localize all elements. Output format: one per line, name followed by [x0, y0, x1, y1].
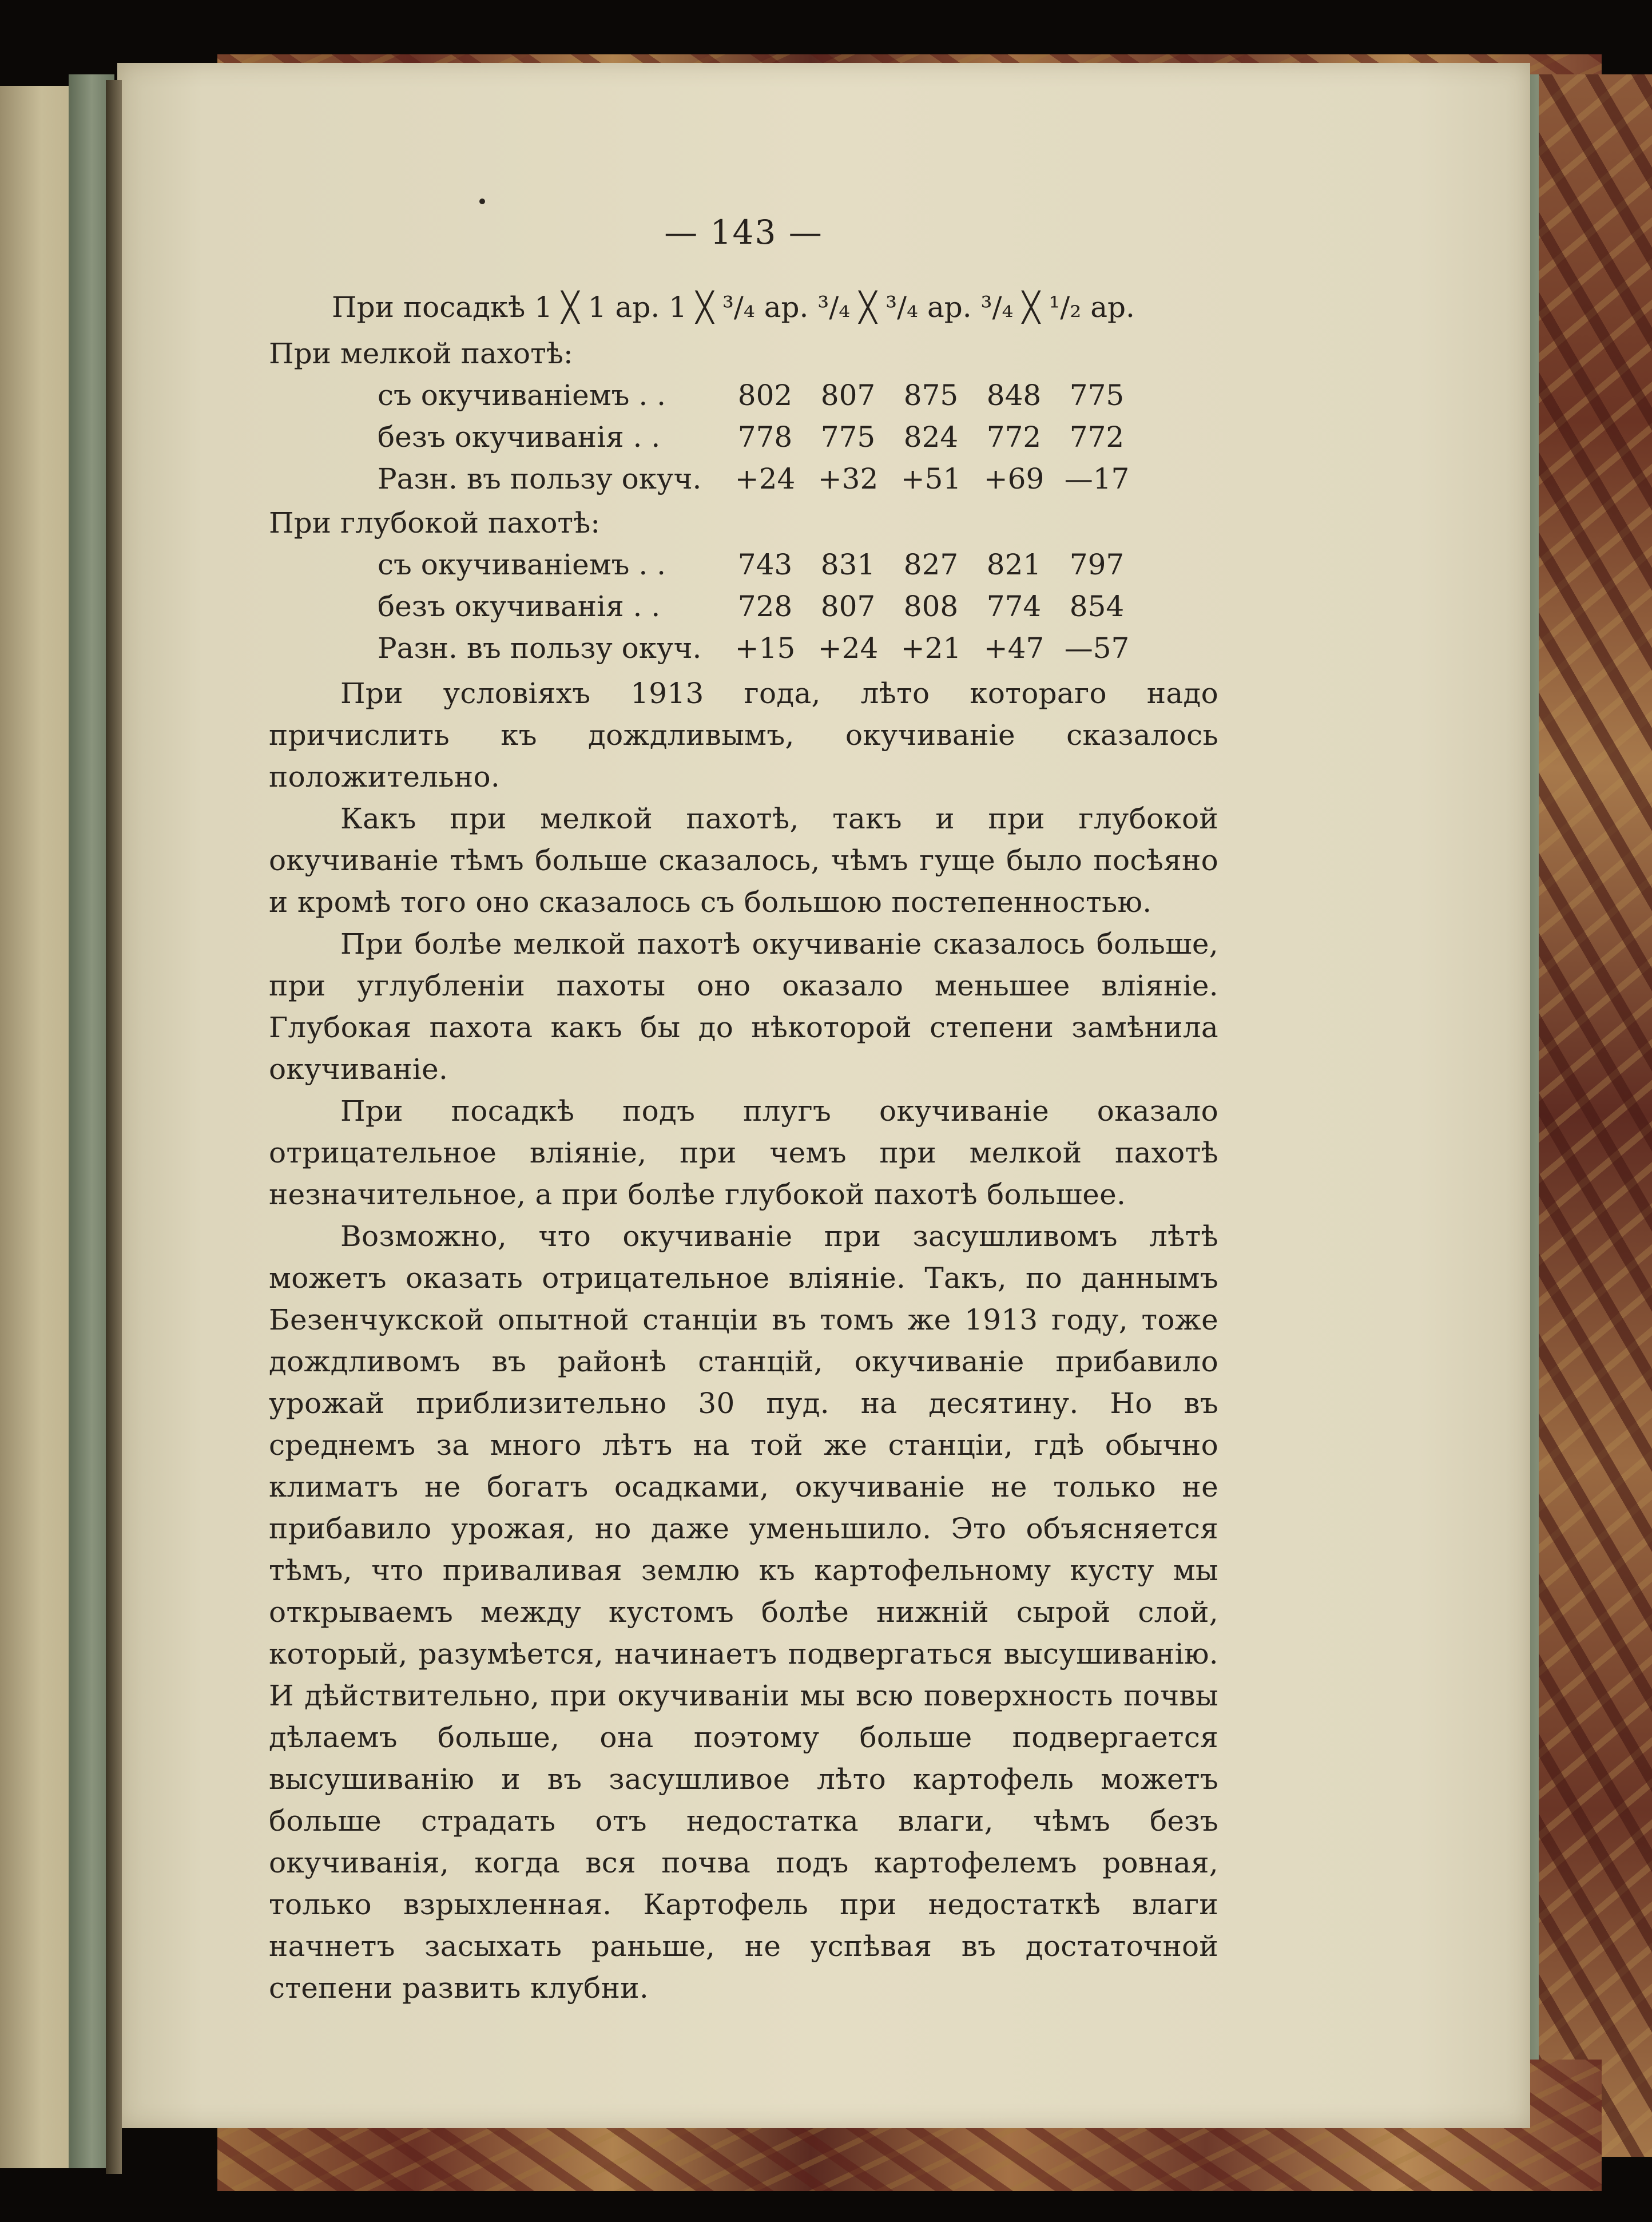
- body-paragraph: Возможно, что окучиваніе при засушливомъ лѣтѣ можетъ оказать отрицательное вліяніе. Такъ, по даннымъ Безенчукской опытной станціи въ томъ же 1913 году, тоже дождливомъ въ районѣ станцій, окучиваніе прибавило урожай приблизительно 30 пуд. на десятину. Но въ среднемъ за много лѣтъ на той же станціи, гдѣ обычно климатъ не богатъ осадками, окучиваніе не только не прибавило урожая, но даже уменьшило. Это объясняется тѣмъ, что приваливая землю къ картофельному кусту мы открываемъ между кустомъ болѣе нижній сырой слой, который, разумѣется, начинаетъ подвергаться высушиванію. И дѣйствительно, при окучиваніи мы всю поверхность почвы дѣлаемъ больше, она поэтому больше подвергается высушиванію и въ засушливое лѣто картофель можетъ больше страдать отъ недостатка влаги, чѣмъ безъ окучиванія, когда вся почва подъ картофелемъ ровная, только взрыхленная. Картофель при недостаткѣ влаги начнетъ засыхать раньше, не успѣвая въ достаточной степени развить клубни.: [269, 1220, 1218, 2005]
- table-cell: —57: [1064, 632, 1130, 665]
- table-cell: +51: [900, 462, 962, 495]
- table-cell: 728: [737, 590, 793, 623]
- row-label: съ окучиваніемъ . .: [378, 548, 666, 581]
- table-cell: —17: [1064, 462, 1130, 495]
- table-cell: 775: [820, 420, 876, 454]
- table-row: [269, 544, 1218, 586]
- table-row: [269, 586, 1218, 628]
- planting-spacing-header: При посадкѣ 1 ╳ 1 ар. 1 ╳ ³/₄ ар. ³/₄ ╳ ³/₄ ар. ³/₄ ╳ ¹/₂ ар.: [332, 291, 1135, 324]
- page-gutter: [106, 80, 122, 2174]
- table-cell: 774: [986, 590, 1042, 623]
- yield-table-shallow: [269, 333, 1218, 500]
- table-cell: +21: [900, 632, 962, 665]
- table-row: [269, 458, 1218, 500]
- table-cell: 797: [1069, 548, 1125, 581]
- table-cell: +15: [734, 632, 796, 665]
- table-cell: 775: [1069, 379, 1125, 412]
- table-cell: 848: [986, 379, 1042, 412]
- table-cell: +32: [817, 462, 879, 495]
- marbled-cover-right: [1539, 74, 1652, 2157]
- row-label: Разн. въ пользу окуч.: [378, 462, 702, 495]
- table-cell: 802: [737, 379, 793, 412]
- body-paragraph: При условіяхъ 1913 года, лѣто котораго надо причислить къ дождливымъ, окучиваніе сказалось положительно.: [269, 677, 1218, 793]
- table-row: [269, 628, 1218, 669]
- row-label: безъ окучиванія . .: [378, 590, 661, 623]
- row-label: съ окучиваніемъ . .: [378, 379, 666, 412]
- yield-table-deep: [269, 502, 1218, 669]
- table-cell: 807: [820, 379, 876, 412]
- table-cell: 875: [903, 379, 959, 412]
- page-number: — 143 —: [664, 213, 823, 252]
- table-cell: 807: [820, 590, 876, 623]
- table-section-heading: При мелкой пахотѣ:: [269, 337, 573, 370]
- table-row: [269, 375, 1218, 416]
- table-cell: +24: [734, 462, 796, 495]
- table-row: [269, 416, 1218, 458]
- table-cell: 821: [986, 548, 1042, 581]
- table-cell: +24: [817, 632, 879, 665]
- table-cell: 743: [737, 548, 793, 581]
- row-label: безъ окучиванія . .: [378, 420, 661, 454]
- body-paragraph: Какъ при мелкой пахотѣ, такъ и при глубокой окучиваніе тѣмъ больше сказалось, чѣмъ гуще было посѣяно и кромѣ того оно сказалось съ большою постепенностью.: [269, 802, 1218, 919]
- table-cell: +69: [983, 462, 1045, 495]
- table-cell: 772: [986, 420, 1042, 454]
- table-section-heading: При глубокой пахотѣ:: [269, 506, 601, 539]
- body-paragraph: При болѣе мелкой пахотѣ окучиваніе сказалось больше, при углубленіи пахоты оно оказало меньшее вліяніе. Глубокая пахота какъ бы до нѣкоторой степени замѣнила окучиваніе.: [269, 927, 1218, 1086]
- table-cell: 772: [1069, 420, 1125, 454]
- page-text: [269, 212, 1218, 2009]
- table-cell: +47: [983, 632, 1045, 665]
- table-cell: 854: [1069, 590, 1125, 623]
- body-paragraph: При посадкѣ подъ плугъ окучиваніе оказало отрицательное вліяніе, при чемъ при мелкой пахотѣ незначительное, а при болѣе глубокой пахотѣ большее.: [269, 1094, 1218, 1211]
- table-cell: 808: [903, 590, 959, 623]
- table-cell: 831: [820, 548, 876, 581]
- table-cell: 778: [737, 420, 793, 454]
- table-cell: 824: [903, 420, 959, 454]
- ink-speck: [479, 199, 485, 204]
- row-label: Разн. въ пользу окуч.: [378, 632, 702, 665]
- table-cell: 827: [903, 548, 959, 581]
